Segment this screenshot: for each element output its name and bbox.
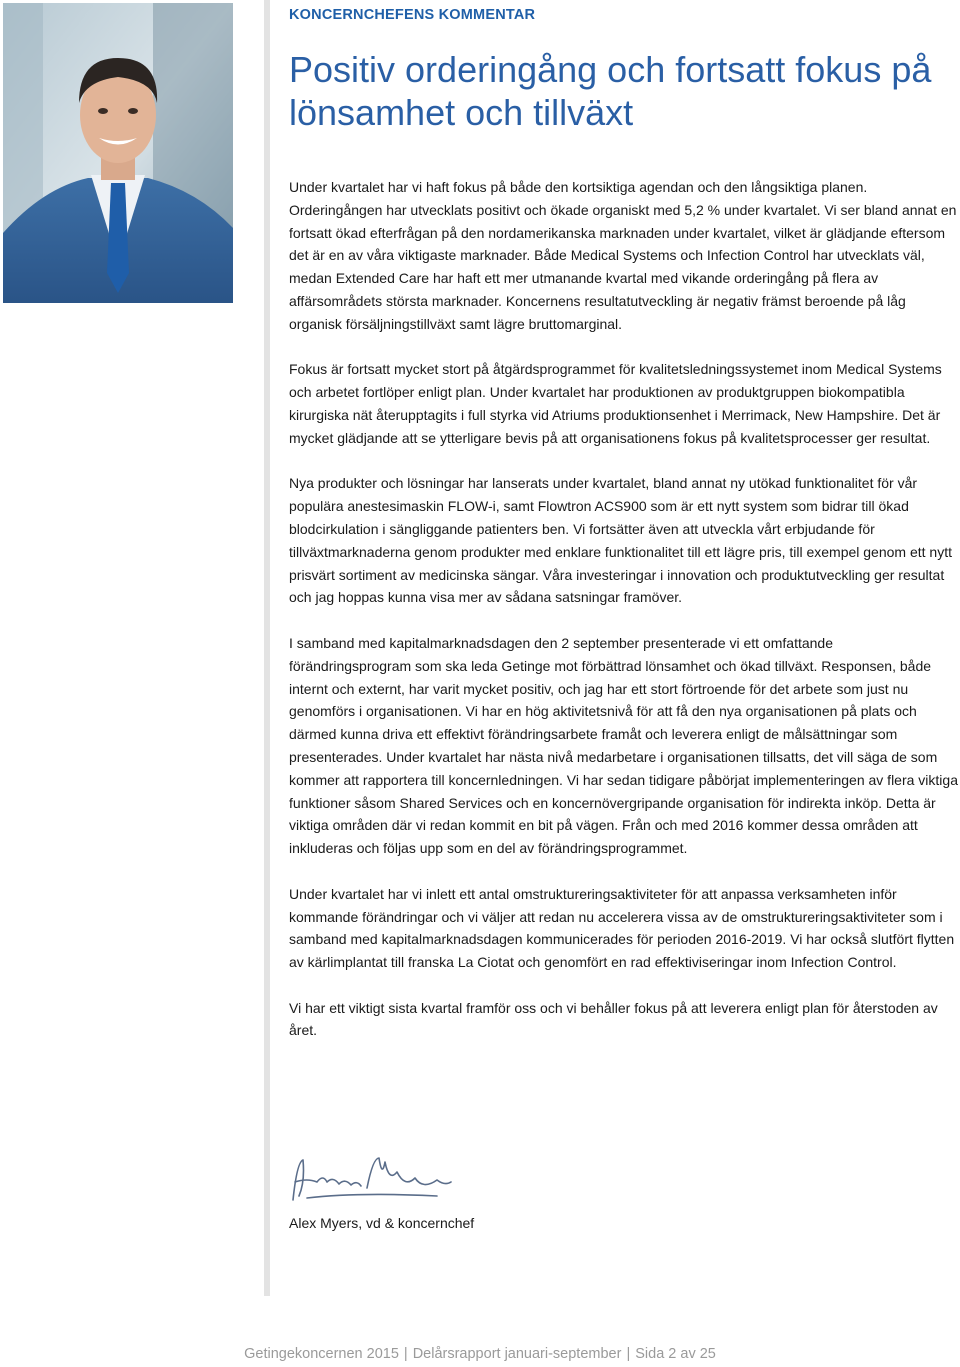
page-title: Positiv orderingång och fortsatt fokus på lönsamhet och tillväxt [289,49,932,133]
portrait-illustration [3,3,233,303]
vertical-divider [264,0,270,1296]
page-footer [0,1346,960,1362]
footer-company: Getingekoncernen 2015 [244,1346,399,1362]
portrait-photo [3,3,233,303]
handwritten-signature [287,1152,457,1210]
paragraph: Under kvartalet har vi haft fokus på både den kortsiktiga agendan och den långsiktiga planen. Orderingången har utvecklats positivt och ökade organiskt med 5,2 % under kvartalet. Vi ser bland annat en fortsatt ökad efterfrågan på den nordamerikanska marknaden under kvartalet, vilket är glädjande eftersom det är en av våra viktigaste marknader. Både Medical Systems och Infection Control har utvecklats väl, medan Extended Care har haft ett mer utmanande kvartal med vikande orderingång på flera av affärsområdets största marknader. Koncernens resultatutveckling är negativ främst beroende på låg organisk försäljningstillväxt samt lägre bruttomarginal. [289,179,957,332]
article-body [289,176,959,1065]
footer-separator: | [626,1346,631,1362]
paragraph: Under kvartalet har vi inlett ett antal omstruktureringsaktiviteter för att anpassa verksamheten inför kommande förändringar och vi väljer att redan nu accelerera vissa av de omstruktureringsaktiviteter som i samband med kapitalmarknadsdagen kommunicerades för perioden 2016-2019. Vi har också slutfört flytten av kärlimplantat till franska La Ciotat och genomfört en rad effektiviseringar inom Infection Control. [289,885,955,971]
footer-report: Delårsrapport januari-september [412,1346,622,1362]
section-label: KONCERNCHEFENS KOMMENTAR [289,7,536,23]
paragraph: Vi har ett viktigt sista kvartal framför oss och vi behåller fokus på att leverera enligt plan för återstoden av året. [289,999,938,1039]
signoff: Alex Myers, vd & koncernchef [289,1215,475,1231]
footer-page-number: Sida 2 av 25 [635,1346,716,1362]
paragraph: Nya produkter och lösningar har lanserats under kvartalet, bland annat ny utökad funktionalitet för vår populära anestesimaskin FLOW-i, samt Flowtron ACS900 som är ett nytt system som bidrar till ökad blodcirkulation i sängliggande patienters ben. Vi fortsätter även att utveckla vårt erbjudande för tillväxtmarknaderna genom produkter med enklare funktionalitet till ett lägre pris, till exempel genom ett nytt prisvärt sortiment av medicinska sängar. Våra investeringar i innovation och produktutveckling ger resultat och jag hoppas kunna visa mer av sådana satsningar framöver. [289,475,952,606]
paragraph: I samband med kapitalmarknadsdagen den 2 september presenterade vi ett omfattande förändringsprogram som ska leda Getinge mot förbättrad lönsamhet och ökad tillväxt. Responsen, både internt och externt, har varit mycket positiv, och jag har ett stort förtroende för det arbete som just nu genomförs i organisationen. Vi har en hög aktivitetsnivå för att få den nya organisationen på plats och därmed kunna driva ett effektivt förändringsarbete framåt och leverera enligt de målsättningar som presenterades. Under kvartalet har nästa nivå medarbetare i organisationen tillsatts, det vill säga de som kommer att rapportera till koncernledningen. Vi har sedan tidigare påbörjat implementeringen av flera viktiga funktioner såsom Shared Services och en koncernövergripande organisation för indirekta inköp. Detta är viktiga områden där vi redan kommit en bit på vägen. Från och med 2016 kommer dessa områden att inkluderas och följas upp som en del av förändringsprogrammet. [289,634,958,857]
paragraph: Fokus är fortsatt mycket stort på åtgärdsprogrammet för kvalitetsledningssystemet inom Medical Systems och arbetet fortlöper enligt plan. Under kvartalet har produktionen av produktgruppen biokompatibla kirurgiska nät återupptagits i full styrka vid Atriums produktionsenhet i Merrimack, New Hampshire. Det är mycket glädjande att se ytterligare bevis på att organisationens fokus på kvalitetsprocesser ger resultat. [289,361,942,446]
footer-separator: | [403,1346,408,1362]
